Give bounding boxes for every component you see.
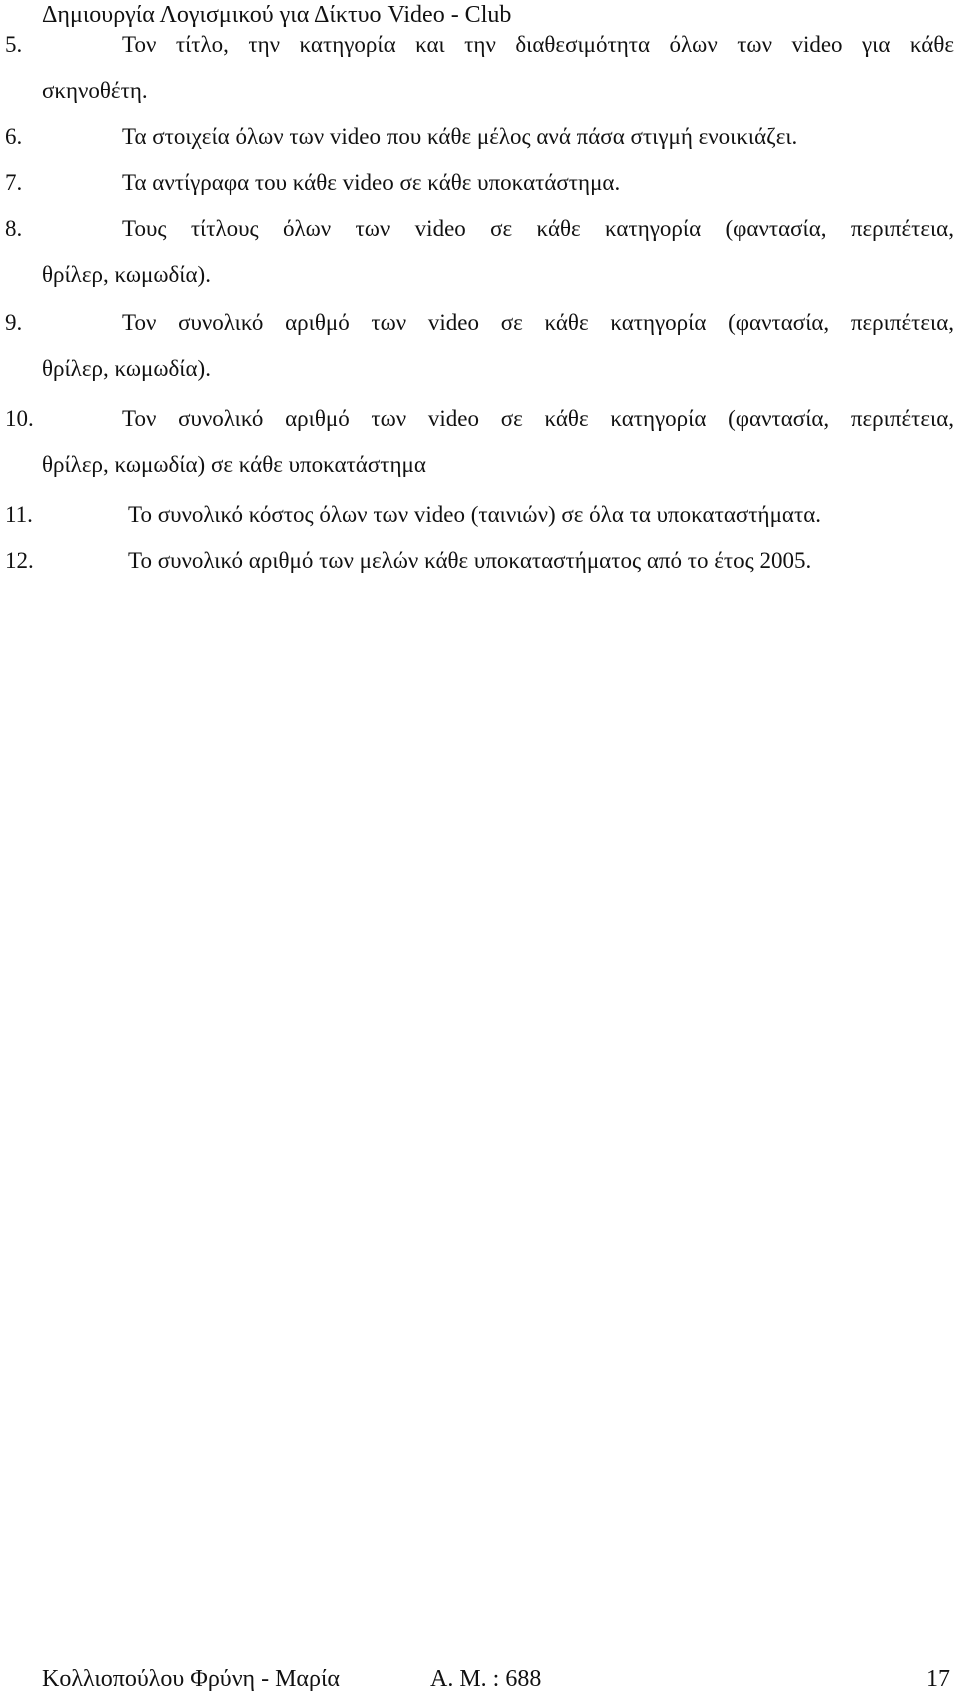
list-item-number: 7. <box>5 170 23 195</box>
list-item-text-continued: θρίλερ, κωμωδία). <box>42 356 211 381</box>
footer-page-number: 17 <box>926 1666 950 1692</box>
list-item-text: Το συνολικό κόστος όλων των video (ταινιών) σε όλα τα υποκαταστήματα. <box>128 502 821 527</box>
list-item-number: 5. <box>5 32 23 57</box>
list-item-text: Τα στοιχεία όλων των video που κάθε μέλος ανά πάσα στιγμή ενοικιάζει. <box>122 124 798 149</box>
list-item-text-continued: σκηνοθέτη. <box>42 78 148 103</box>
list-item-text: Τον συνολικό αριθμό των video σε κάθε κατηγορία (φαντασία, περιπέτεια, <box>122 310 954 335</box>
page-header-title: Δημιουργία Λογισμικού για Δίκτυο Video - Club <box>42 2 512 28</box>
list-item-text-continued: θρίλερ, κωμωδία). <box>42 262 211 287</box>
list-item-number: 9. <box>5 310 23 335</box>
list-item-number: 6. <box>5 124 23 149</box>
footer-registration-number: Α. Μ. : 688 <box>430 1666 542 1692</box>
list-item-text: Τον τίτλο, την κατηγορία και την διαθεσιμότητα όλων των video για κάθε <box>122 32 954 57</box>
footer-author: Κολλιοπούλου Φρύνη - Μαρία <box>42 1666 341 1692</box>
list-item-number: 11. <box>5 502 33 527</box>
list-item-number: 8. <box>5 216 23 241</box>
list-item-text-continued: θρίλερ, κωμωδία) σε κάθε υποκατάστημα <box>42 452 426 477</box>
list-item-text: Τους τίτλους όλων των video σε κάθε κατηγορία (φαντασία, περιπέτεια, <box>122 216 954 241</box>
list-item-text: Τα αντίγραφα του κάθε video σε κάθε υποκατάστημα. <box>122 170 621 195</box>
list-item-number: 10. <box>5 406 34 431</box>
list-item-text: Το συνολικό αριθμό των μελών κάθε υποκαταστήματος από το έτος 2005. <box>128 548 812 573</box>
list-item-text: Τον συνολικό αριθμό των video σε κάθε κατηγορία (φαντασία, περιπέτεια, <box>122 406 954 431</box>
list-item-number: 12. <box>5 548 34 573</box>
